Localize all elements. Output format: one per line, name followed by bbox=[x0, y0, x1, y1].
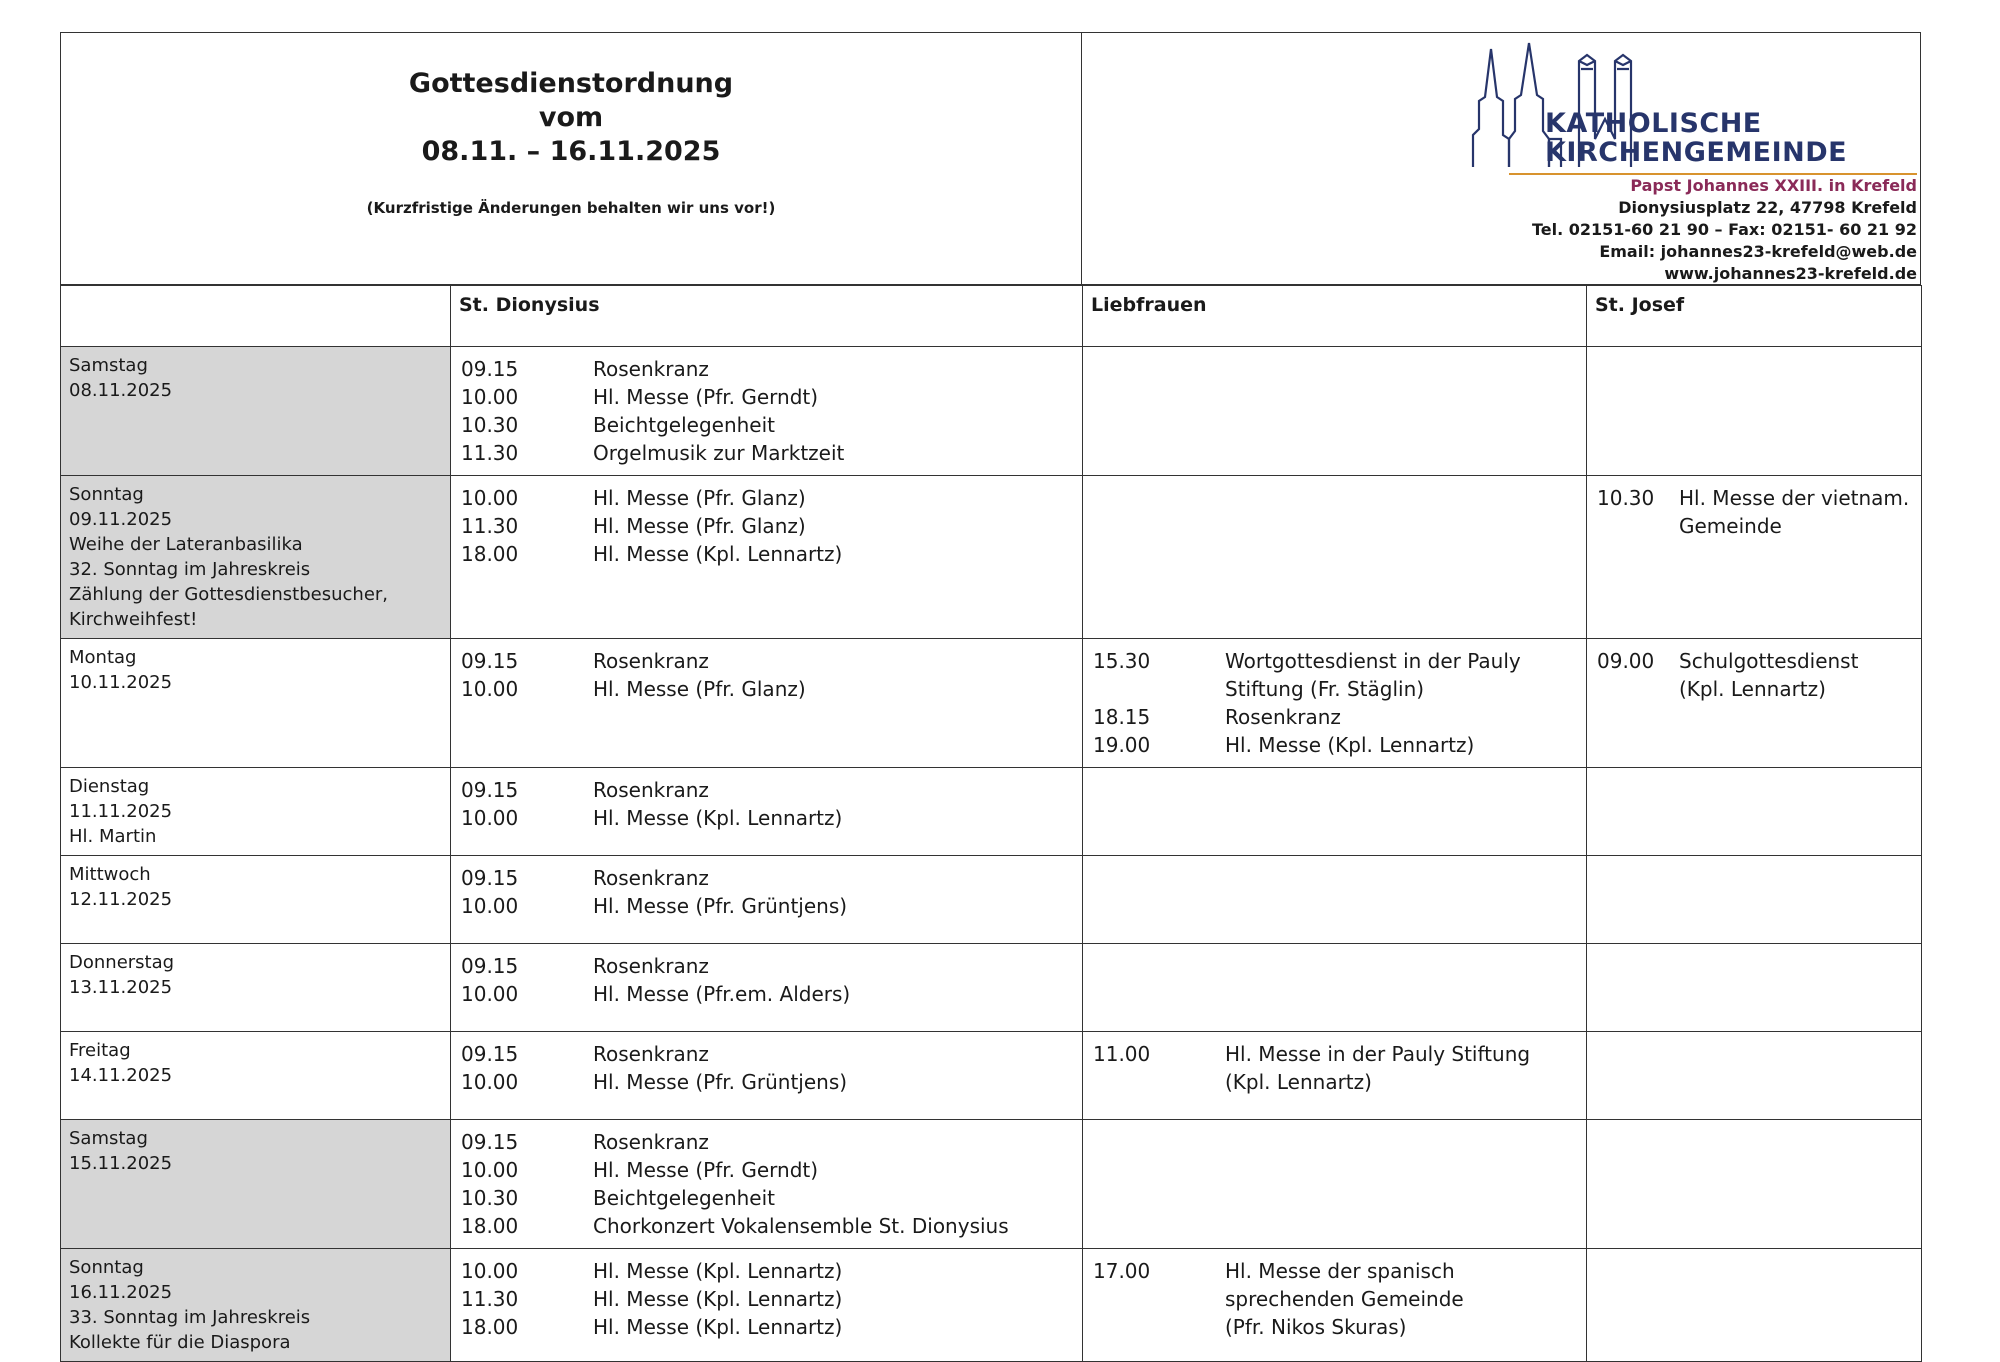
event-description: (Pfr. Nikos Skuras) bbox=[1225, 1315, 1407, 1339]
day-note: 33. Sonntag im Jahreskreis bbox=[69, 1307, 311, 1328]
day-note: Zählung der Gottesdienstbesucher, bbox=[69, 584, 389, 605]
event-description: Rosenkranz bbox=[593, 649, 709, 673]
event-time: 10.00 bbox=[461, 1259, 519, 1283]
event-description: Hl. Messe der vietnam. bbox=[1679, 486, 1910, 510]
event-description: Hl. Messe in der Pauly Stiftung bbox=[1225, 1042, 1531, 1066]
event-time: 09.15 bbox=[461, 778, 519, 802]
events-cell-liebfrauen bbox=[1083, 944, 1587, 1032]
table-row bbox=[61, 347, 1922, 476]
weekday-label: Dienstag bbox=[69, 776, 150, 797]
parish-name: Papst Johannes XXIII. in Krefeld bbox=[1630, 176, 1917, 195]
event-description: Rosenkranz bbox=[593, 1042, 709, 1066]
event-line bbox=[461, 1128, 1072, 1156]
event-time: 18.00 bbox=[461, 542, 519, 566]
event-line bbox=[461, 540, 1072, 568]
events-cell-dionysius bbox=[451, 768, 1083, 856]
event-description: (Kpl. Lennartz) bbox=[1679, 677, 1826, 701]
weekday-label: Donnerstag bbox=[69, 952, 175, 973]
event-line bbox=[461, 980, 1072, 1008]
event-line bbox=[461, 647, 1072, 675]
schedule-body bbox=[61, 347, 1922, 1362]
event-line bbox=[1093, 647, 1576, 675]
events-cell-dionysius bbox=[451, 476, 1083, 639]
day-note: Hl. Martin bbox=[69, 826, 157, 847]
event-time: 18.00 bbox=[461, 1214, 519, 1238]
event-time: 17.00 bbox=[1093, 1259, 1151, 1283]
weekday-label: Samstag bbox=[69, 1128, 148, 1149]
event-description: Hl. Messe (Kpl. Lennartz) bbox=[593, 1287, 843, 1311]
events-cell-josef bbox=[1587, 856, 1922, 944]
weekday-label: Mittwoch bbox=[69, 864, 151, 885]
events-cell-josef bbox=[1587, 347, 1922, 476]
event-line bbox=[1597, 512, 1911, 540]
event-line bbox=[1093, 731, 1576, 759]
event-description: Hl. Messe (Pfr. Gerndt) bbox=[593, 385, 819, 409]
event-description: Rosenkranz bbox=[593, 866, 709, 890]
event-time bbox=[1093, 1068, 1225, 1096]
page-title: Gottesdienstordnung bbox=[408, 68, 734, 99]
address: Dionysiusplatz 22, 47798 Krefeld bbox=[1618, 198, 1917, 217]
event-description: Schulgottesdienst bbox=[1679, 649, 1859, 673]
event-description: Stiftung (Fr. Stäglin) bbox=[1225, 677, 1425, 701]
event-description: Hl. Messe (Pfr. Glanz) bbox=[593, 486, 806, 510]
event-line bbox=[461, 355, 1072, 383]
event-line bbox=[461, 1257, 1072, 1285]
change-note: (Kurzfristige Änderungen behalten wir uns vor!) bbox=[366, 199, 776, 217]
event-description: Hl. Messe (Kpl. Lennartz) bbox=[593, 806, 843, 830]
events-cell-dionysius bbox=[451, 1249, 1083, 1362]
events-cell-dionysius bbox=[451, 1120, 1083, 1249]
event-line bbox=[1093, 675, 1576, 703]
parish-logo-area bbox=[1091, 33, 1917, 283]
date-label: 13.11.2025 bbox=[69, 977, 173, 998]
event-line bbox=[461, 952, 1072, 980]
table-row bbox=[61, 1120, 1922, 1249]
date-label: 15.11.2025 bbox=[69, 1153, 173, 1174]
events-cell-josef bbox=[1587, 1249, 1922, 1362]
event-time: 11.00 bbox=[1093, 1042, 1151, 1066]
table-row bbox=[61, 1032, 1922, 1120]
day-cell bbox=[61, 347, 451, 476]
events-cell-dionysius bbox=[451, 347, 1083, 476]
events-cell-liebfrauen bbox=[1083, 856, 1587, 944]
brand-line-kirchengemeinde: KIRCHENGEMEINDE bbox=[1545, 137, 1848, 168]
event-description: sprechenden Gemeinde bbox=[1225, 1287, 1464, 1311]
event-description: Gemeinde bbox=[1679, 514, 1782, 538]
event-description: Rosenkranz bbox=[593, 357, 709, 381]
events-cell-dionysius bbox=[451, 944, 1083, 1032]
table-row bbox=[61, 856, 1922, 944]
event-line bbox=[1093, 1285, 1576, 1313]
event-time: 09.15 bbox=[461, 649, 519, 673]
event-time bbox=[1093, 1313, 1225, 1341]
day-cell bbox=[61, 1032, 451, 1120]
event-description: Hl. Messe der spanisch bbox=[1225, 1259, 1455, 1283]
event-description: Rosenkranz bbox=[593, 954, 709, 978]
date-label: 16.11.2025 bbox=[69, 1282, 173, 1303]
event-description: (Kpl. Lennartz) bbox=[1225, 1070, 1372, 1094]
event-description: Chorkonzert Vokalensemble St. Dionysius bbox=[593, 1214, 1009, 1238]
column-header-josef: St. Josef bbox=[1587, 286, 1922, 347]
column-header-dionysius: St. Dionysius bbox=[451, 286, 1083, 347]
event-time: 09.15 bbox=[461, 357, 519, 381]
event-description: Hl. Messe (Pfr. Glanz) bbox=[593, 677, 806, 701]
title-block bbox=[61, 67, 1081, 217]
event-line bbox=[461, 1156, 1072, 1184]
event-description: Beichtgelegenheit bbox=[593, 1186, 776, 1210]
event-line bbox=[1597, 484, 1911, 512]
title-date-range: 08.11. – 16.11.2025 bbox=[421, 136, 721, 167]
event-time: 09.15 bbox=[461, 1042, 519, 1066]
event-time: 10.30 bbox=[1597, 486, 1655, 510]
events-cell-josef bbox=[1587, 1120, 1922, 1249]
day-cell bbox=[61, 1120, 451, 1249]
event-line bbox=[461, 892, 1072, 920]
event-time: 10.00 bbox=[461, 982, 519, 1006]
weekday-label: Samstag bbox=[69, 355, 148, 376]
event-description: Hl. Messe (Pfr. Grüntjens) bbox=[593, 894, 848, 918]
event-description: Orgelmusik zur Marktzeit bbox=[593, 441, 845, 465]
day-cell bbox=[61, 856, 451, 944]
event-line bbox=[1597, 675, 1911, 703]
event-description: Hl. Messe (Kpl. Lennartz) bbox=[593, 542, 843, 566]
day-cell bbox=[61, 1249, 451, 1362]
day-note: Weihe der Lateranbasilika bbox=[69, 534, 303, 555]
event-time: 18.15 bbox=[1093, 705, 1151, 729]
event-line bbox=[461, 1040, 1072, 1068]
table-header-row bbox=[61, 286, 1922, 347]
event-line bbox=[461, 1212, 1072, 1240]
event-description: Beichtgelegenheit bbox=[593, 413, 776, 437]
event-line bbox=[461, 512, 1072, 540]
events-cell-josef bbox=[1587, 476, 1922, 639]
title-vom: vom bbox=[538, 102, 604, 133]
event-line bbox=[461, 1068, 1072, 1096]
event-description: Hl. Messe (Pfr. Gerndt) bbox=[593, 1158, 819, 1182]
event-description: Hl. Messe (Kpl. Lennartz) bbox=[593, 1315, 843, 1339]
event-description: Hl. Messe (Kpl. Lennartz) bbox=[1225, 733, 1475, 757]
date-label: 08.11.2025 bbox=[69, 380, 173, 401]
day-cell bbox=[61, 768, 451, 856]
event-time bbox=[1597, 512, 1679, 540]
event-time: 18.00 bbox=[461, 1315, 519, 1339]
website: www.johannes23-krefeld.de bbox=[1664, 264, 1917, 283]
weekday-label: Sonntag bbox=[69, 1257, 144, 1278]
event-time: 10.00 bbox=[461, 806, 519, 830]
day-note: 32. Sonntag im Jahreskreis bbox=[69, 559, 311, 580]
date-label: 11.11.2025 bbox=[69, 801, 173, 822]
events-cell-liebfrauen bbox=[1083, 639, 1587, 768]
event-line bbox=[1093, 1068, 1576, 1096]
event-time bbox=[1093, 675, 1225, 703]
table-row bbox=[61, 1249, 1922, 1362]
event-time: 19.00 bbox=[1093, 733, 1151, 757]
date-label: 14.11.2025 bbox=[69, 1065, 173, 1086]
event-time: 10.00 bbox=[461, 385, 519, 409]
events-cell-liebfrauen bbox=[1083, 768, 1587, 856]
event-description: Hl. Messe (Pfr. Grüntjens) bbox=[593, 1070, 848, 1094]
date-label: 10.11.2025 bbox=[69, 672, 173, 693]
event-time: 11.30 bbox=[461, 1287, 519, 1311]
event-time: 10.00 bbox=[461, 486, 519, 510]
event-line bbox=[461, 1313, 1072, 1341]
event-line bbox=[461, 1285, 1072, 1313]
day-cell bbox=[61, 476, 451, 639]
event-line bbox=[461, 864, 1072, 892]
events-cell-dionysius bbox=[451, 1032, 1083, 1120]
column-header-liebfrauen: Liebfrauen bbox=[1083, 286, 1587, 347]
event-line bbox=[461, 675, 1072, 703]
events-cell-josef bbox=[1587, 944, 1922, 1032]
event-time: 10.30 bbox=[461, 413, 519, 437]
event-time: 15.30 bbox=[1093, 649, 1151, 673]
event-time: 10.30 bbox=[461, 1186, 519, 1210]
event-time: 10.00 bbox=[461, 894, 519, 918]
event-line bbox=[1093, 1040, 1576, 1068]
event-time: 09.15 bbox=[461, 1130, 519, 1154]
events-cell-liebfrauen bbox=[1083, 347, 1587, 476]
day-cell bbox=[61, 639, 451, 768]
event-time: 10.00 bbox=[461, 677, 519, 701]
event-line bbox=[1597, 647, 1911, 675]
phone-fax: Tel. 02151-60 21 90 – Fax: 02151- 60 21 92 bbox=[1531, 220, 1917, 239]
events-cell-josef bbox=[1587, 1032, 1922, 1120]
contact-block bbox=[1532, 175, 1917, 285]
event-line bbox=[461, 776, 1072, 804]
event-description: Wortgottesdienst in der Pauly bbox=[1225, 649, 1521, 673]
event-time bbox=[1093, 1285, 1225, 1313]
event-line bbox=[461, 804, 1072, 832]
event-description: Rosenkranz bbox=[593, 778, 709, 802]
event-description: Rosenkranz bbox=[593, 1130, 709, 1154]
event-line bbox=[1093, 1313, 1576, 1341]
events-cell-liebfrauen bbox=[1083, 476, 1587, 639]
table-row bbox=[61, 639, 1922, 768]
event-time: 10.00 bbox=[461, 1070, 519, 1094]
date-label: 12.11.2025 bbox=[69, 889, 173, 910]
event-line bbox=[461, 411, 1072, 439]
event-time: 10.00 bbox=[461, 1158, 519, 1182]
event-description: Hl. Messe (Pfr. Glanz) bbox=[593, 514, 806, 538]
event-time: 11.30 bbox=[461, 441, 519, 465]
event-line bbox=[461, 383, 1072, 411]
weekday-label: Freitag bbox=[69, 1040, 131, 1061]
date-label: 09.11.2025 bbox=[69, 509, 173, 530]
table-row bbox=[61, 944, 1922, 1032]
brand-line-katholische: KATHOLISCHE bbox=[1545, 108, 1762, 139]
table-row bbox=[61, 768, 1922, 856]
event-time: 09.00 bbox=[1597, 649, 1655, 673]
events-cell-liebfrauen bbox=[1083, 1032, 1587, 1120]
event-time: 09.15 bbox=[461, 954, 519, 978]
event-line bbox=[461, 484, 1072, 512]
events-cell-liebfrauen bbox=[1083, 1120, 1587, 1249]
day-cell bbox=[61, 944, 451, 1032]
weekday-label: Sonntag bbox=[69, 484, 144, 505]
event-line bbox=[1093, 703, 1576, 731]
event-time bbox=[1597, 675, 1679, 703]
events-cell-liebfrauen bbox=[1083, 1249, 1587, 1362]
event-description: Rosenkranz bbox=[1225, 705, 1341, 729]
header-divider bbox=[1081, 33, 1082, 284]
event-line bbox=[461, 1184, 1072, 1212]
table-row bbox=[61, 476, 1922, 639]
day-note: Kirchweihfest! bbox=[69, 609, 198, 630]
event-time: 09.15 bbox=[461, 866, 519, 890]
event-description: Hl. Messe (Kpl. Lennartz) bbox=[593, 1259, 843, 1283]
events-cell-dionysius bbox=[451, 856, 1083, 944]
event-line bbox=[461, 439, 1072, 467]
day-note: Kollekte für die Diaspora bbox=[69, 1332, 291, 1353]
email: Email: johannes23-krefeld@web.de bbox=[1599, 242, 1917, 261]
weekday-label: Montag bbox=[69, 647, 137, 668]
header-box bbox=[60, 32, 1921, 285]
event-time: 11.30 bbox=[461, 514, 519, 538]
events-cell-josef bbox=[1587, 768, 1922, 856]
event-description: Hl. Messe (Pfr.em. Alders) bbox=[593, 982, 851, 1006]
events-cell-josef bbox=[1587, 639, 1922, 768]
events-cell-dionysius bbox=[451, 639, 1083, 768]
schedule-table bbox=[60, 285, 1922, 1362]
event-line bbox=[1093, 1257, 1576, 1285]
column-header-day bbox=[61, 286, 451, 347]
